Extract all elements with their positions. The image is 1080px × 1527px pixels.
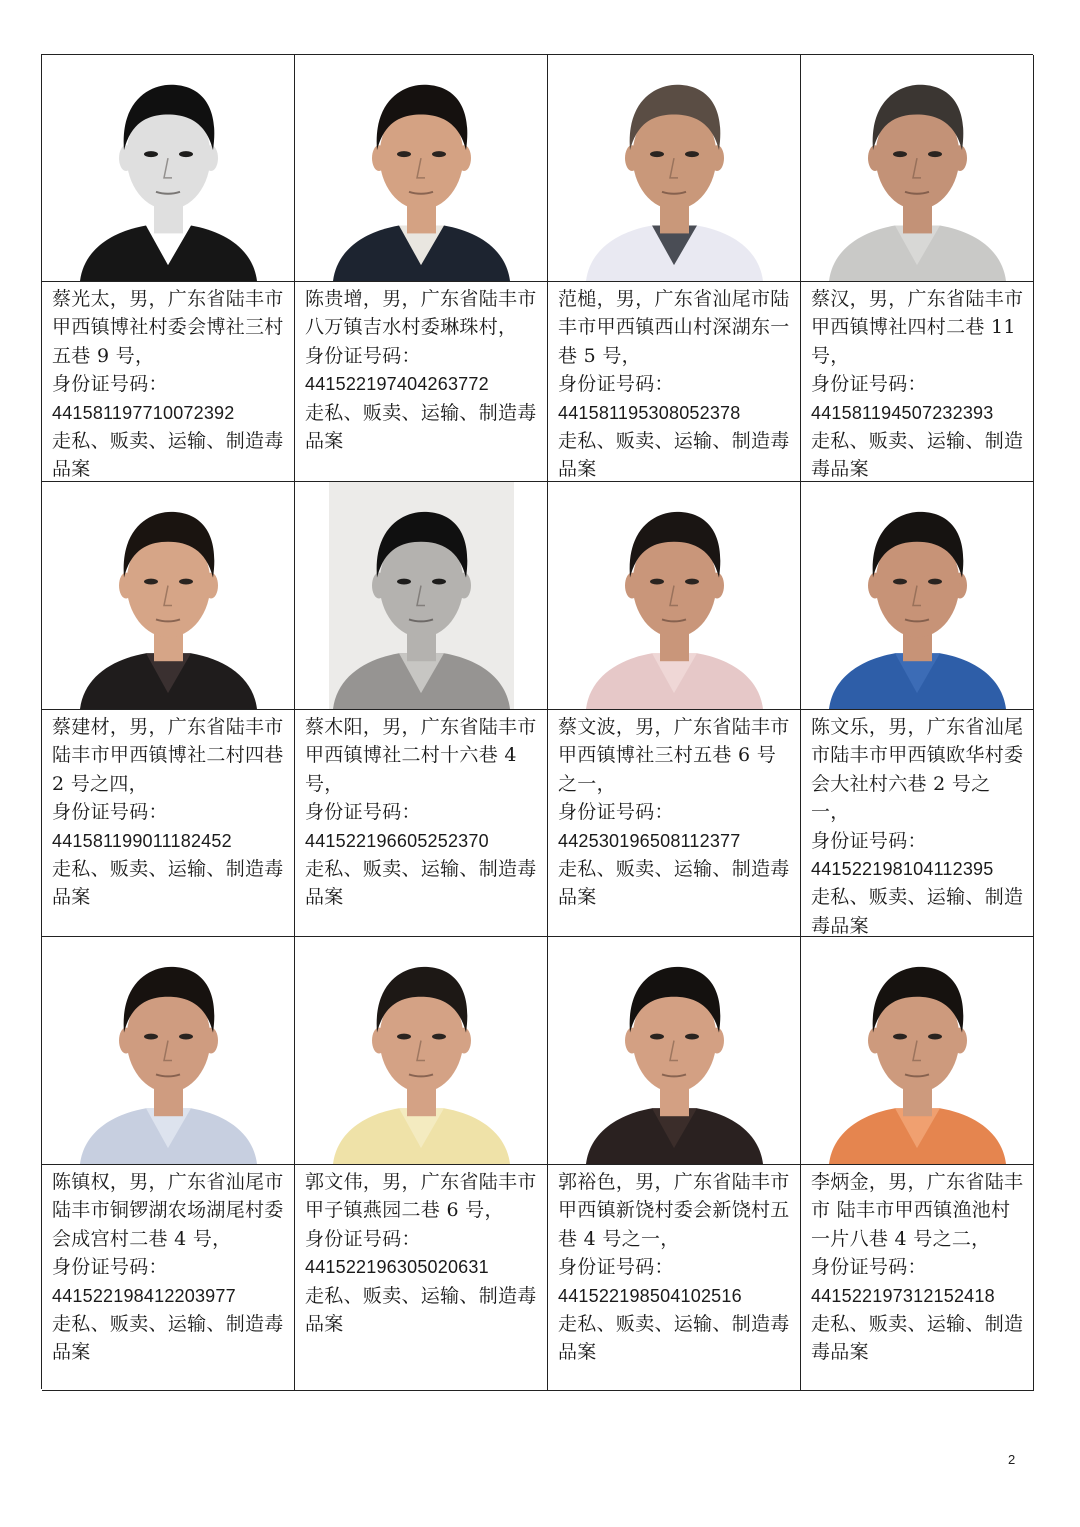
id-number: 441581194507232393 xyxy=(811,402,994,423)
person-description: 范槌，男，广东省汕尾市陆丰市甲西镇西山村深湖东一巷 5 号， xyxy=(558,288,790,367)
crime-type: 走私、贩卖、运输、制造毒品案 xyxy=(811,886,1024,937)
person-info xyxy=(295,1165,548,1391)
portrait-illustration xyxy=(329,937,514,1164)
eye xyxy=(685,151,699,157)
person-photo xyxy=(76,55,261,281)
id-number: 441581197710072392 xyxy=(52,402,235,423)
photo-cell xyxy=(548,937,801,1165)
crime-type: 走私、贩卖、运输、制造毒品案 xyxy=(305,858,537,909)
person-description: 蔡汉，男，广东省陆丰市 甲西镇博社四村二巷 11 号， xyxy=(811,288,1024,367)
person-info xyxy=(42,282,295,482)
portrait-illustration xyxy=(76,937,261,1164)
person-description: 陈贵增，男，广东省陆丰市八万镇吉水村委琳珠村， xyxy=(305,288,537,339)
eye xyxy=(397,579,411,585)
person-photo xyxy=(825,55,1010,281)
id-label: 身份证号码： xyxy=(558,373,674,396)
id-number: 441522198504102516 xyxy=(558,1285,742,1306)
id-number: 441522196305020631 xyxy=(305,1257,489,1278)
person-photo xyxy=(76,482,261,709)
person-photo xyxy=(329,55,514,281)
photo-cell xyxy=(548,482,801,710)
crime-type: 走私、贩卖、运输、制造毒品案 xyxy=(558,1313,790,1364)
person-description: 陈文乐，男，广东省汕尾市陆丰市甲西镇欧华村委会大社村六巷 2 号之一， xyxy=(811,716,1024,824)
crime-type: 走私、贩卖、运输、制造毒品案 xyxy=(305,1284,537,1336)
eye xyxy=(397,1034,411,1040)
photo-cell xyxy=(801,55,1034,282)
person-info xyxy=(295,710,548,937)
portrait-illustration xyxy=(76,55,261,281)
person-info xyxy=(801,282,1034,482)
person-description: 蔡木阳，男，广东省陆丰市甲西镇博社二村十六巷 4 号， xyxy=(305,716,537,795)
eye xyxy=(685,579,699,585)
photo-cell xyxy=(295,55,548,282)
portrait-illustration xyxy=(582,55,767,281)
person-description: 郭文伟，男，广东省陆丰市甲子镇燕园二巷 6 号， xyxy=(305,1171,537,1222)
person-photo xyxy=(76,937,261,1164)
eye xyxy=(928,579,942,585)
eye xyxy=(893,151,907,157)
eye xyxy=(179,1034,193,1040)
id-number: 441522197312152418 xyxy=(811,1285,995,1306)
id-label: 身份证号码： xyxy=(811,1256,927,1279)
crime-type: 走私、贩卖、运输、制造毒品案 xyxy=(52,430,284,481)
portrait-illustration xyxy=(329,55,514,281)
eye xyxy=(144,579,158,585)
eye xyxy=(179,151,193,157)
eye xyxy=(432,151,446,157)
id-label: 身份证号码： xyxy=(558,801,674,824)
person-info xyxy=(548,282,801,482)
crime-type: 走私、贩卖、运输、制造毒品案 xyxy=(558,430,790,481)
person-info xyxy=(548,710,801,937)
eye xyxy=(650,151,664,157)
id-label: 身份证号码： xyxy=(811,373,927,396)
photo-cell xyxy=(548,55,801,282)
person-info xyxy=(548,1165,801,1391)
id-label: 身份证号码： xyxy=(305,344,421,367)
portrait-illustration xyxy=(825,937,1010,1164)
eye xyxy=(893,1034,907,1040)
id-number: 441522198104112395 xyxy=(811,859,994,880)
id-label: 身份证号码： xyxy=(558,1256,674,1279)
person-photo xyxy=(582,937,767,1164)
id-number: 441581195308052378 xyxy=(558,402,741,423)
person-info xyxy=(42,710,295,937)
eye xyxy=(650,1034,664,1040)
person-photo xyxy=(582,482,767,709)
eye xyxy=(928,151,942,157)
id-number: 441522196605252370 xyxy=(305,830,489,851)
photo-cell xyxy=(801,482,1034,710)
person-description: 蔡光太，男，广东省陆丰市甲西镇博社村委会博社三村五巷 9 号， xyxy=(52,288,284,367)
person-description: 李炳金，男，广东省陆丰市 陆丰市甲西镇渔池村一片八巷 4 号之二， xyxy=(811,1171,1024,1250)
crime-type: 走私、贩卖、运输、制造毒品案 xyxy=(305,401,537,453)
eye xyxy=(397,151,411,157)
id-number: 441522198412203977 xyxy=(52,1285,236,1306)
person-photo xyxy=(825,482,1010,709)
id-label: 身份证号码： xyxy=(305,1227,421,1250)
portrait-illustration xyxy=(825,482,1010,709)
wanted-persons-table xyxy=(41,54,1033,1389)
person-description: 陈镇权，男，广东省汕尾市陆丰市铜锣湖农场湖尾村委会成宫村二巷 4 号， xyxy=(52,1171,284,1250)
person-description: 郭裕色，男，广东省陆丰市甲西镇新饶村委会新饶村五巷 4 号之一， xyxy=(558,1171,790,1250)
person-photo xyxy=(329,482,514,709)
crime-type: 走私、贩卖、运输、制造毒品案 xyxy=(558,858,790,909)
crime-type: 走私、贩卖、运输、制造毒品案 xyxy=(52,1313,284,1364)
photo-cell xyxy=(295,937,548,1165)
person-info xyxy=(801,1165,1034,1391)
person-photo xyxy=(329,937,514,1164)
id-number: 442530196508112377 xyxy=(558,830,741,851)
id-label: 身份证号码： xyxy=(305,801,421,824)
id-label: 身份证号码： xyxy=(52,373,168,396)
crime-type: 走私、贩卖、运输、制造毒品案 xyxy=(811,430,1024,481)
portrait-illustration xyxy=(76,482,261,709)
person-description: 蔡文波，男，广东省陆丰市甲西镇博社三村五巷 6 号之一， xyxy=(558,716,790,795)
id-label: 身份证号码： xyxy=(811,829,927,852)
eye xyxy=(650,579,664,585)
person-info xyxy=(295,282,548,482)
portrait-illustration xyxy=(582,937,767,1164)
person-photo xyxy=(825,937,1010,1164)
photo-cell xyxy=(801,937,1034,1165)
portrait-illustration xyxy=(582,482,767,709)
page-number: 2 xyxy=(1008,1452,1016,1467)
id-number: 441522197404263772 xyxy=(305,374,489,395)
eye xyxy=(144,151,158,157)
eye xyxy=(432,1034,446,1040)
id-number: 441581199011182452 xyxy=(52,830,232,851)
photo-cell xyxy=(42,937,295,1165)
photo-cell xyxy=(42,482,295,710)
crime-type: 走私、贩卖、运输、制造毒品案 xyxy=(811,1313,1024,1364)
portrait-illustration xyxy=(825,55,1010,281)
eye xyxy=(685,1034,699,1040)
crime-type: 走私、贩卖、运输、制造毒品案 xyxy=(52,858,284,909)
eye xyxy=(893,579,907,585)
person-info xyxy=(801,710,1034,937)
person-info xyxy=(42,1165,295,1391)
photo-cell xyxy=(42,55,295,282)
id-label: 身份证号码： xyxy=(52,801,168,824)
eye xyxy=(179,579,193,585)
person-photo xyxy=(582,55,767,281)
portrait-illustration xyxy=(329,482,514,709)
eye xyxy=(928,1034,942,1040)
id-label: 身份证号码： xyxy=(52,1256,168,1279)
eye xyxy=(432,579,446,585)
person-description: 蔡建材，男，广东省陆丰市 陆丰市甲西镇博社二村四巷 2 号之四， xyxy=(52,716,284,795)
eye xyxy=(144,1034,158,1040)
photo-cell xyxy=(295,482,548,710)
